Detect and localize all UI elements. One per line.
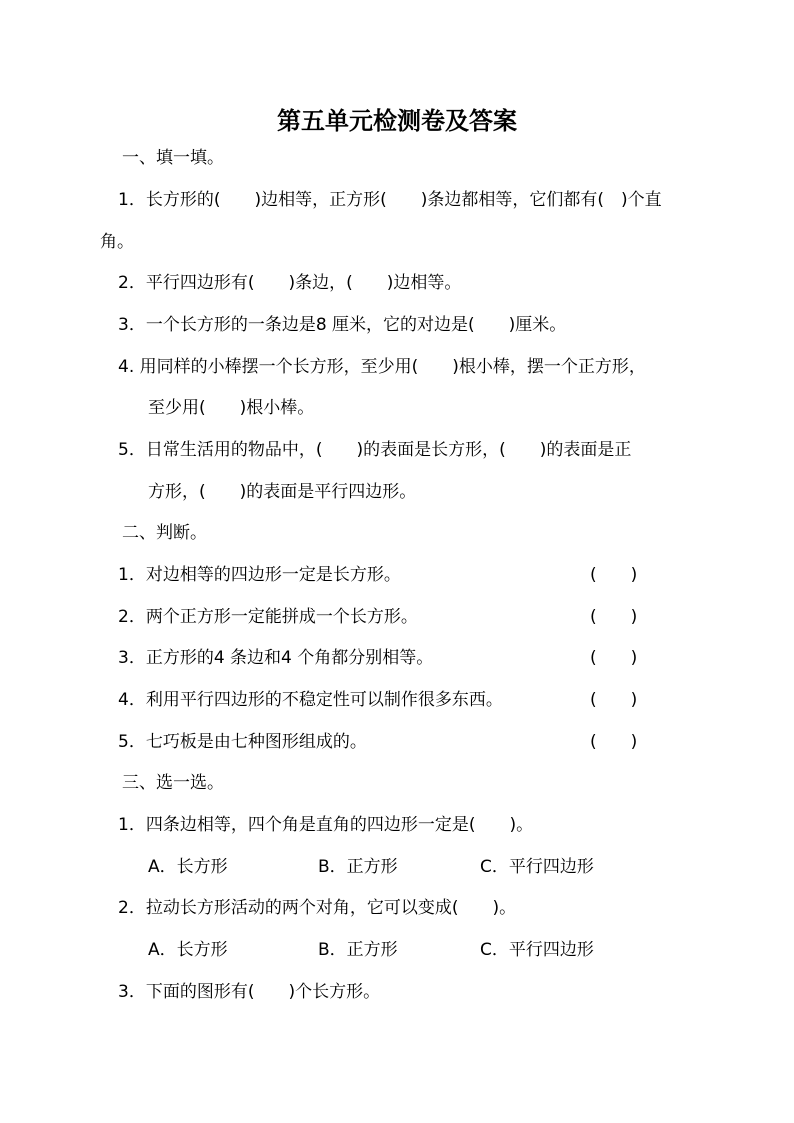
question-4-line-1: 4. 用同样的小棒摆一个长方形，至少用( )根小棒，摆一个正方形， xyxy=(118,357,646,377)
judge-item: 4．利用平行四边形的不稳定性可以制作很多东西。 xyxy=(118,690,503,710)
question-5-line-1: 5．日常生活用的物品中，( )的表面是长方形，( )的表面是正 xyxy=(118,440,632,460)
choice-question-2: 2．拉动长方形活动的两个对角，它可以变成( )。 xyxy=(118,898,517,918)
option-c[interactable]: C．平行四边形 xyxy=(480,940,594,960)
option-a[interactable]: A．长方形 xyxy=(148,857,228,877)
option-c[interactable]: C．平行四边形 xyxy=(480,857,594,877)
question-3: 3．一个长方形的一条边是8 厘米，它的对边是( )厘米。 xyxy=(118,315,567,335)
answer-blank[interactable]: ( ) xyxy=(590,690,638,710)
option-a[interactable]: A．长方形 xyxy=(148,940,228,960)
option-b[interactable]: B．正方形 xyxy=(318,940,398,960)
choice-question-3: 3．下面的图形有( )个长方形。 xyxy=(118,982,381,1002)
answer-blank[interactable]: ( ) xyxy=(590,648,638,668)
question-5-line-2: 方形，( )的表面是平行四边形。 xyxy=(148,482,417,502)
section-heading-choose: 三、选一选。 xyxy=(122,773,224,793)
question-4-line-2: 至少用( )根小棒。 xyxy=(148,398,315,418)
question-1-line-2: 角。 xyxy=(100,232,134,252)
judge-item: 5．七巧板是由七种图形组成的。 xyxy=(118,732,367,752)
judge-item: 3．正方形的4 条边和4 个角都分别相等。 xyxy=(118,648,434,668)
section-heading-fill-in: 一、填一填。 xyxy=(122,148,224,168)
judge-item: 2．两个正方形一定能拼成一个长方形。 xyxy=(118,607,418,627)
section-heading-judge: 二、判断。 xyxy=(122,523,207,543)
judge-item: 1．对边相等的四边形一定是长方形。 xyxy=(118,565,401,585)
question-1-line-1: 1．长方形的( )边相等，正方形( )条边都相等，它们都有( )个直 xyxy=(118,190,662,210)
answer-blank[interactable]: ( ) xyxy=(590,732,638,752)
answer-blank[interactable]: ( ) xyxy=(590,607,638,627)
choice-question-1: 1．四条边相等，四个角是直角的四边形一定是( )。 xyxy=(118,815,534,835)
question-2: 2．平行四边形有( )条边，( )边相等。 xyxy=(118,273,462,293)
answer-blank[interactable]: ( ) xyxy=(590,565,638,585)
option-b[interactable]: B．正方形 xyxy=(318,857,398,877)
page-title: 第五单元检测卷及答案 xyxy=(277,107,517,135)
